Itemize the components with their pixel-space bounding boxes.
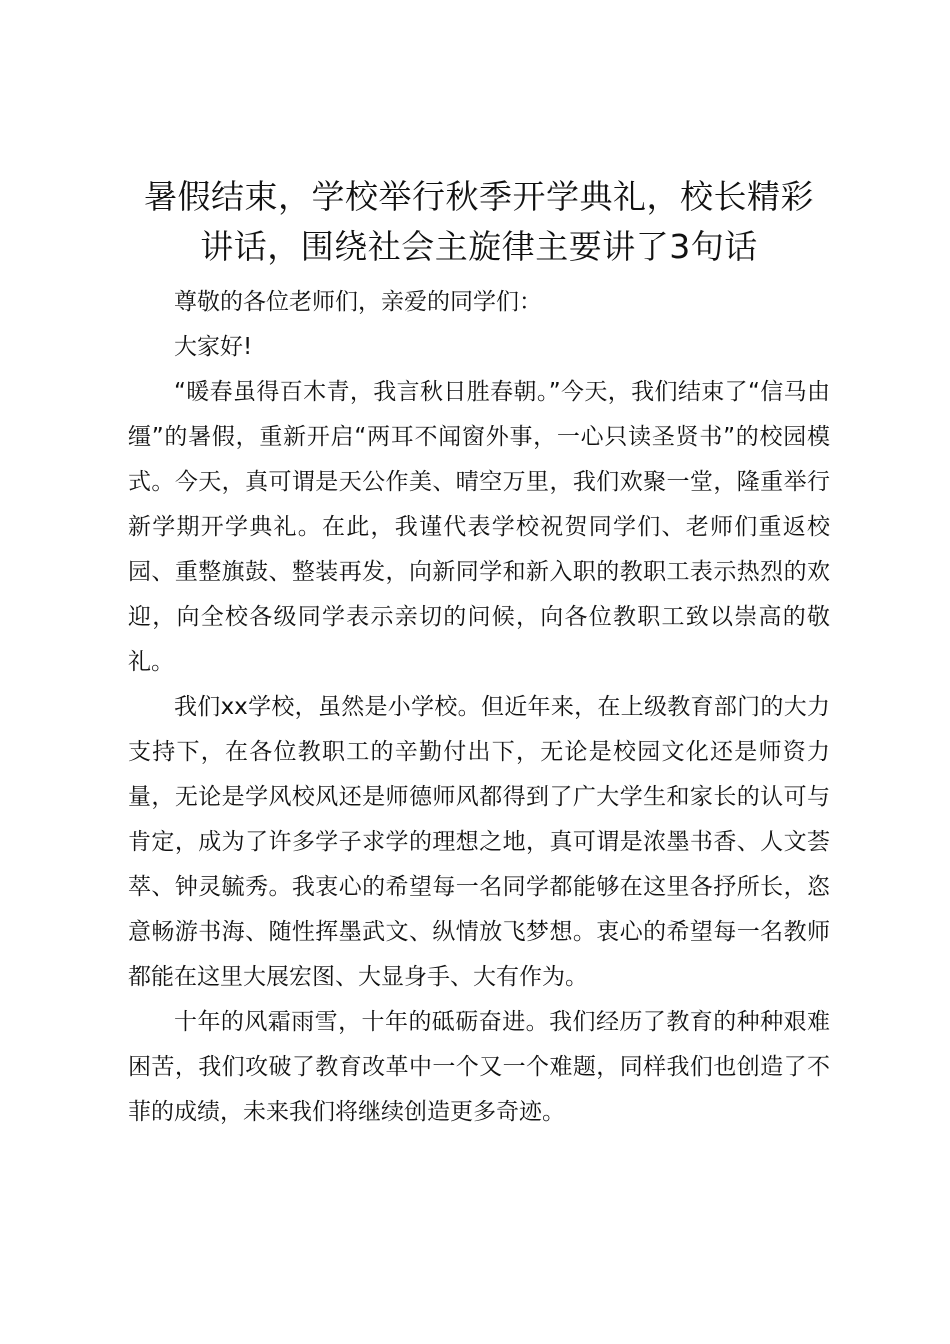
- document-title: 暑假结束，学校举行秋季开学典礼，校长精彩讲话，围绕社会主旋律主要讲了3句话: [144, 177, 814, 266]
- document-page: [128, 172, 830, 1135]
- body-paragraph: 十年的风霜雨雪，十年的砥砺奋进。我们经历了教育的种种艰难困苦，我们攻破了教育改革中一个又一个难题，同样我们也创造了不菲的成绩，未来我们将继续创造更多奇迹。: [128, 1009, 830, 1125]
- body-paragraph: 我们xx学校，虽然是小学校。但近年来，在上级教育部门的大力支持下，在各位教职工的辛勤付出下，无论是校园文化还是师资力量，无论是学风校风还是师德师风都得到了广大学生和家长的认可与肯定，成为了许多学子求学的理想之地，真可谓是浓墨书香、人文荟萃、钟灵毓秀。我衷心的希望每一名同学都能够在这里各抒所长，恣意畅游书海、随性挥墨武文、纵情放飞梦想。衷心的希望每一名教师都能在这里大展宏图、大显身手、大有作为。: [128, 694, 830, 990]
- greeting-paragraph: 大家好!: [174, 334, 253, 360]
- salutation-paragraph: 尊敬的各位老师们，亲爱的同学们：: [174, 289, 542, 315]
- body-paragraph: “暖春虽得百木青，我言秋日胜春朝。”今天，我们结束了“信马由缰”的暑假，重新开启“两耳不闻窗外事，一心只读圣贤书”的校园模式。今天，真可谓是天公作美、晴空万里，我们欢聚一堂，隆重举行新学期开学典礼。在此，我谨代表学校祝贺同学们、老师们重返校园、重整旗鼓、整装再发，向新同学和新入职的教职工表示热烈的欢迎，向全校各级同学表示亲切的问候，向各位教职工致以崇高的敬礼。: [128, 379, 830, 675]
